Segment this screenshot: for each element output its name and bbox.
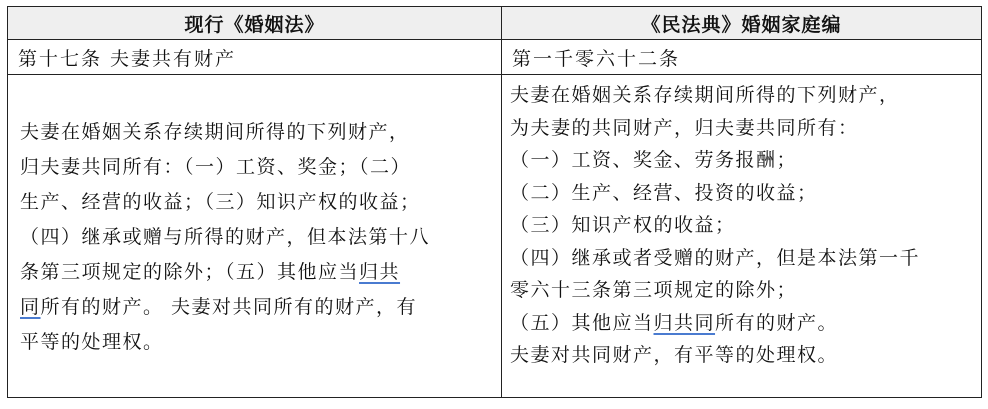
article-body-right-cell [502,75,982,398]
right-line: （三）知识产权的收益； [510,214,736,236]
left-line: 平等的处理权。 [20,331,164,353]
right-line [510,307,971,340]
article-title-row [8,40,982,75]
underlined-term: 归共 [359,261,401,283]
left-line: 生产、经营的收益；（三）知识产权的收益； [20,191,421,213]
right-line: 零六十三条第三项规定的除外； [510,279,798,301]
article-body-row [8,75,982,398]
left-line: （四）继承或赠与所得的财产，但本法第十八 [20,226,431,248]
article-body-left [8,75,501,360]
header-civil-code-marriage: 《民法典》婚姻家庭编 [502,7,982,40]
left-line: 夫妻在婚姻关系存续期间所得的下列财产， [20,121,410,143]
right-line: 为夫妻的共同财产，归夫妻共同所有： [510,116,859,139]
left-line-text: 所有的财产。 夫妻对共同所有的财产，有 [40,296,418,318]
left-line [20,290,487,325]
underlined-term: 归共同 [653,311,716,334]
right-line: 夫妻对共同财产，有平等的处理权。 [510,344,839,366]
comparison-table [7,6,982,398]
article-title-right: 第一千零六十二条 [512,47,681,70]
left-line-text: 条第三项规定的除外；（五）其他应当 [20,261,360,283]
right-line: （二）生产、经营、投资的收益； [510,181,818,204]
right-line-text: 所有的财产。 [715,311,839,334]
article-title-right-cell [502,40,982,75]
article-title-left-cell [8,40,502,75]
header-row [8,7,982,40]
article-body-left-cell [8,75,502,398]
right-line: 夫妻在婚姻关系存续期间所得的下列财产， [510,84,900,106]
right-line: （四）继承或者受赠的财产，但是本法第一千 [510,246,921,269]
left-line [20,255,487,290]
header-current-marriage-law: 现行《婚姻法》 [8,7,502,40]
left-line: 归夫妻共同所有：（一）工资、奖金；（二） [20,156,412,178]
right-line-text: （五）其他应当 [510,311,654,334]
article-title-left: 第十七条 夫妻共有财产 [18,47,237,70]
article-body-right [502,75,981,372]
right-line: （一）工资、奖金、劳务报酬； [510,149,798,171]
underlined-term: 同 [20,296,41,318]
